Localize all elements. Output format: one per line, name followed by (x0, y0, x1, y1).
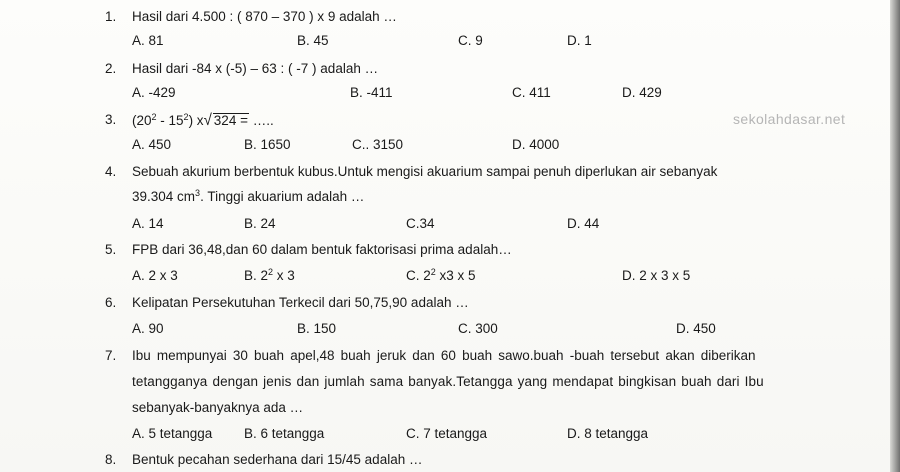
question-number: 4. (105, 164, 117, 179)
q7-option-d: D. 8 tetangga (567, 426, 649, 441)
q1-option-d: D. 1 (567, 33, 592, 48)
exponent: 3 (195, 188, 201, 198)
q4-option-c: C.34 (406, 216, 435, 231)
watermark: sekolahdasar.net (733, 111, 846, 127)
volume-value: 39.304 cm (132, 189, 196, 204)
exponent: 2 (268, 267, 274, 277)
q6-option-b: B. 150 (297, 321, 337, 336)
q7-text-line-2: tetangganya dengan jenis dan jumlah sama banyak.Tetangga yang mendapat bingkisan buah dari Ibu (132, 374, 764, 389)
option-text: C. 2 (406, 268, 431, 283)
question-text: Kelipatan Persekutuhan Terkecil dari 50,75,90 adalah … (132, 295, 469, 310)
question-text: FPB dari 36,48,dan 60 dalam bentuk faktorisasi prima adalah… (132, 242, 512, 257)
q2-option-b: B. -411 (350, 85, 393, 100)
exponent: 2 (183, 112, 189, 122)
q4-option-b: B. 24 (244, 216, 276, 231)
page-edge-shadow (890, 0, 900, 472)
question-number: 8. (105, 452, 117, 467)
q6-option-c: C. 300 (458, 321, 498, 336)
option-text: B. 2 (244, 268, 269, 283)
question-number: 6. (105, 295, 117, 310)
q5-option-a: A. 2 x 3 (132, 268, 178, 283)
question-number: 5. (105, 242, 117, 257)
q7-text-line-3: sebanyak-banyaknya ada … (132, 400, 304, 415)
q1-option-b: B. 45 (297, 33, 329, 48)
question-text: Sebuah akurium berbentuk kubus.Untuk mengisi akuarium sampai penuh diperlukan air sebanyak (132, 164, 718, 179)
q1-option-a: A. 81 (132, 33, 164, 48)
option-text: x3 x 5 (435, 268, 476, 283)
q3-option-c: C.. 3150 (352, 137, 404, 152)
q5-option-d: D. 2 x 3 x 5 (622, 268, 691, 283)
q7-option-b: B. 6 tetangga (244, 426, 325, 441)
q7-option-a: A. 5 tetangga (132, 426, 213, 441)
expr-part: - 15 (156, 113, 184, 128)
q4-option-d: D. 44 (567, 216, 600, 231)
q6-option-a: A. 90 (132, 321, 164, 336)
question-number: 1. (105, 9, 117, 24)
exponent: 2 (151, 112, 157, 122)
q5-option-c (406, 268, 476, 283)
exponent: 2 (430, 267, 436, 277)
question-text (132, 112, 274, 129)
option-text: x 3 (273, 268, 295, 283)
q6-option-d: D. 450 (676, 321, 716, 336)
question-number: 2. (105, 61, 117, 76)
expr-part: ….. (248, 113, 274, 128)
q3-option-a: A. 450 (132, 137, 172, 152)
question-number: 7. (105, 348, 117, 363)
question-text: Hasil dari -84 x (-5) – 63 : ( -7 ) adalah … (132, 61, 379, 76)
q4-text-line-2 (132, 189, 364, 204)
expr-part: ) x (188, 113, 204, 128)
q2-option-d: D. 429 (622, 85, 662, 100)
q2-option-c: C. 411 (512, 85, 551, 100)
q3-option-b: B. 1650 (244, 137, 291, 152)
q7-option-c: C. 7 tetangga (406, 426, 488, 441)
q1-option-c: C. 9 (458, 33, 483, 48)
q4-option-a: A. 14 (132, 216, 164, 231)
q2-option-a: A. -429 (132, 85, 176, 100)
q3-option-d: D. 4000 (512, 137, 560, 152)
q5-option-b (244, 268, 295, 283)
question-text: . Tinggi akuarium adalah … (200, 189, 365, 204)
radicand: 324 = (213, 113, 248, 128)
question-text: Bentuk pecahan sederhana dari 15/45 adalah … (132, 452, 423, 467)
square-root-icon: √ (203, 111, 212, 130)
question-text: Hasil dari 4.500 : ( 870 – 370 ) x 9 adalah … (132, 9, 397, 24)
question-number: 3. (105, 112, 117, 127)
question-text: Ibu mempunyai 30 buah apel,48 buah jeruk dan 60 buah sawo.buah -buah tersebut akan diberikan (132, 348, 756, 363)
expr-part: (20 (132, 113, 152, 128)
